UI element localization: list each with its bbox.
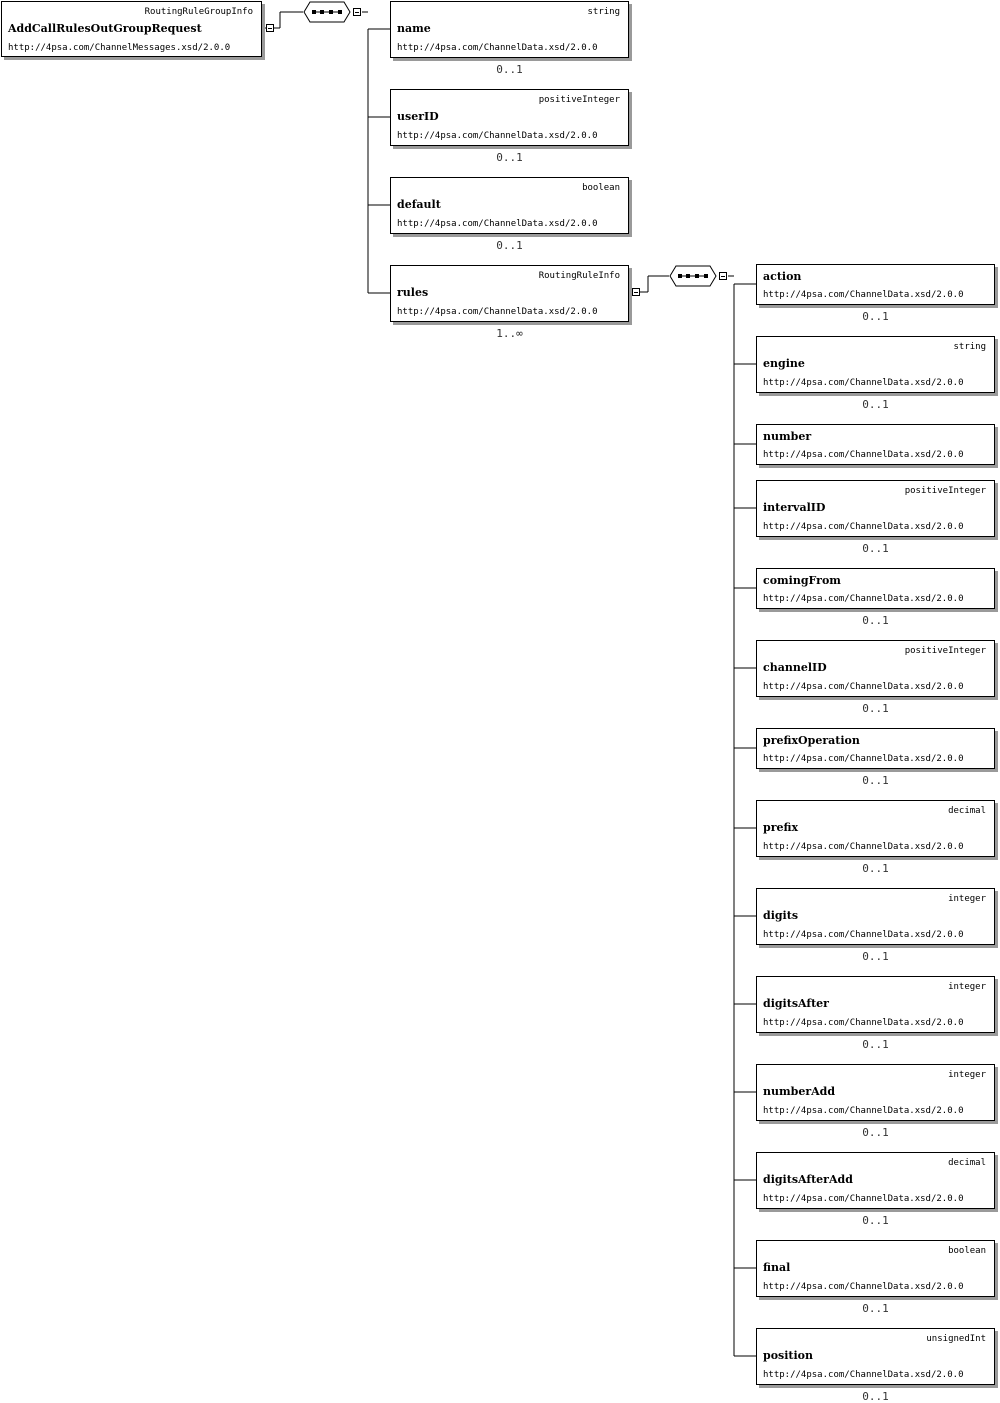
occurrence-label: 0..1: [862, 862, 889, 875]
occurrence-label: 0..1: [862, 1126, 889, 1139]
collapse-toggle-icon[interactable]: [719, 272, 727, 280]
element-namespace-label: http://4psa.com/ChannelData.xsd/2.0.0: [763, 594, 964, 604]
element-name-label: rules: [397, 286, 429, 299]
element-type-label: RoutingRuleInfo: [538, 271, 620, 281]
root-name-label: AddCallRulesOutGroupRequest: [8, 22, 202, 35]
element-namespace-label: http://4psa.com/ChannelData.xsd/2.0.0: [763, 754, 964, 764]
element-namespace-label: http://4psa.com/ChannelData.xsd/2.0.0: [397, 307, 598, 317]
sequence-compositor-icon[interactable]: [669, 265, 717, 287]
element-name-label: action: [763, 270, 802, 283]
element-name-label: intervalID: [763, 501, 826, 514]
element-name-label: number: [763, 430, 812, 443]
element-type-label: string: [587, 7, 620, 17]
element-type-label: integer: [948, 982, 986, 992]
occurrence-label: 0..1: [862, 1214, 889, 1227]
element-name-label: position: [763, 1349, 813, 1362]
occurrence-label: 1..∞: [496, 327, 523, 340]
occurrence-label: 0..1: [862, 614, 889, 627]
occurrence-label: 0..1: [862, 1038, 889, 1051]
element-type-label: unsignedInt: [926, 1334, 986, 1344]
element-namespace-label: http://4psa.com/ChannelData.xsd/2.0.0: [763, 1106, 964, 1116]
occurrence-label: 0..1: [862, 542, 889, 555]
element-namespace-label: http://4psa.com/ChannelData.xsd/2.0.0: [763, 1370, 964, 1380]
occurrence-label: 0..1: [862, 950, 889, 963]
element-name-label: prefixOperation: [763, 734, 860, 747]
element-type-label: integer: [948, 1070, 986, 1080]
root-element-box[interactable]: [1, 1, 262, 57]
element-box-engine[interactable]: [756, 336, 995, 393]
occurrence-label: 0..1: [862, 774, 889, 787]
element-box-comingFrom[interactable]: [756, 568, 995, 609]
element-box-name[interactable]: [390, 1, 629, 58]
element-box-intervalID[interactable]: [756, 480, 995, 537]
element-name-label: default: [397, 198, 441, 211]
element-name-label: userID: [397, 110, 439, 123]
element-type-label: decimal: [948, 1158, 986, 1168]
element-name-label: numberAdd: [763, 1085, 836, 1098]
element-namespace-label: http://4psa.com/ChannelData.xsd/2.0.0: [763, 930, 964, 940]
element-box-rules[interactable]: [390, 265, 629, 322]
root-type-label: RoutingRuleGroupInfo: [144, 7, 253, 17]
element-namespace-label: http://4psa.com/ChannelData.xsd/2.0.0: [763, 842, 964, 852]
element-name-label: final: [763, 1261, 791, 1274]
element-box-position[interactable]: [756, 1328, 995, 1385]
element-type-label: string: [953, 342, 986, 352]
element-namespace-label: http://4psa.com/ChannelData.xsd/2.0.0: [763, 290, 964, 300]
occurrence-label: 0..1: [862, 702, 889, 715]
element-namespace-label: http://4psa.com/ChannelData.xsd/2.0.0: [763, 682, 964, 692]
root-namespace-label: http://4psa.com/ChannelMessages.xsd/2.0.0: [8, 43, 231, 53]
element-namespace-label: http://4psa.com/ChannelData.xsd/2.0.0: [763, 1018, 964, 1028]
occurrence-label: 0..1: [862, 310, 889, 323]
element-name-label: prefix: [763, 821, 799, 834]
element-namespace-label: http://4psa.com/ChannelData.xsd/2.0.0: [763, 378, 964, 388]
element-box-action[interactable]: [756, 264, 995, 305]
element-type-label: positiveInteger: [904, 486, 986, 496]
element-namespace-label: http://4psa.com/ChannelData.xsd/2.0.0: [763, 1282, 964, 1292]
element-type-label: decimal: [948, 806, 986, 816]
element-namespace-label: http://4psa.com/ChannelData.xsd/2.0.0: [397, 219, 598, 229]
collapse-toggle-icon[interactable]: [266, 24, 274, 32]
element-box-numberAdd[interactable]: [756, 1064, 995, 1121]
occurrence-label: 0..1: [862, 1390, 889, 1403]
element-box-digitsAfter[interactable]: [756, 976, 995, 1033]
element-box-final[interactable]: [756, 1240, 995, 1297]
element-namespace-label: http://4psa.com/ChannelData.xsd/2.0.0: [763, 1194, 964, 1204]
element-type-label: positiveInteger: [538, 95, 620, 105]
element-name-label: digits: [763, 909, 799, 922]
element-box-prefixOperation[interactable]: [756, 728, 995, 769]
occurrence-label: 0..1: [862, 398, 889, 411]
element-box-number[interactable]: [756, 424, 995, 465]
collapse-toggle-icon[interactable]: [353, 8, 361, 16]
element-type-label: boolean: [948, 1246, 986, 1256]
element-name-label: digitsAfterAdd: [763, 1173, 853, 1186]
occurrence-label: 0..1: [496, 63, 523, 76]
element-name-label: digitsAfter: [763, 997, 829, 1010]
element-name-label: channelID: [763, 661, 827, 674]
occurrence-label: 0..1: [496, 239, 523, 252]
element-box-prefix[interactable]: [756, 800, 995, 857]
element-box-channelID[interactable]: [756, 640, 995, 697]
element-type-label: positiveInteger: [904, 646, 986, 656]
sequence-compositor-icon[interactable]: [303, 1, 351, 23]
element-name-label: engine: [763, 357, 805, 370]
occurrence-label: 0..1: [496, 151, 523, 164]
element-name-label: name: [397, 22, 431, 35]
element-name-label: comingFrom: [763, 574, 841, 587]
element-namespace-label: http://4psa.com/ChannelData.xsd/2.0.0: [763, 450, 964, 460]
element-namespace-label: http://4psa.com/ChannelData.xsd/2.0.0: [397, 131, 598, 141]
element-box-default[interactable]: [390, 177, 629, 234]
element-type-label: boolean: [582, 183, 620, 193]
occurrence-label: 0..1: [862, 1302, 889, 1315]
element-box-digits[interactable]: [756, 888, 995, 945]
element-box-digitsAfterAdd[interactable]: [756, 1152, 995, 1209]
element-namespace-label: http://4psa.com/ChannelData.xsd/2.0.0: [763, 522, 964, 532]
collapse-toggle-icon[interactable]: [632, 288, 640, 296]
element-namespace-label: http://4psa.com/ChannelData.xsd/2.0.0: [397, 43, 598, 53]
element-box-userID[interactable]: [390, 89, 629, 146]
element-type-label: integer: [948, 894, 986, 904]
